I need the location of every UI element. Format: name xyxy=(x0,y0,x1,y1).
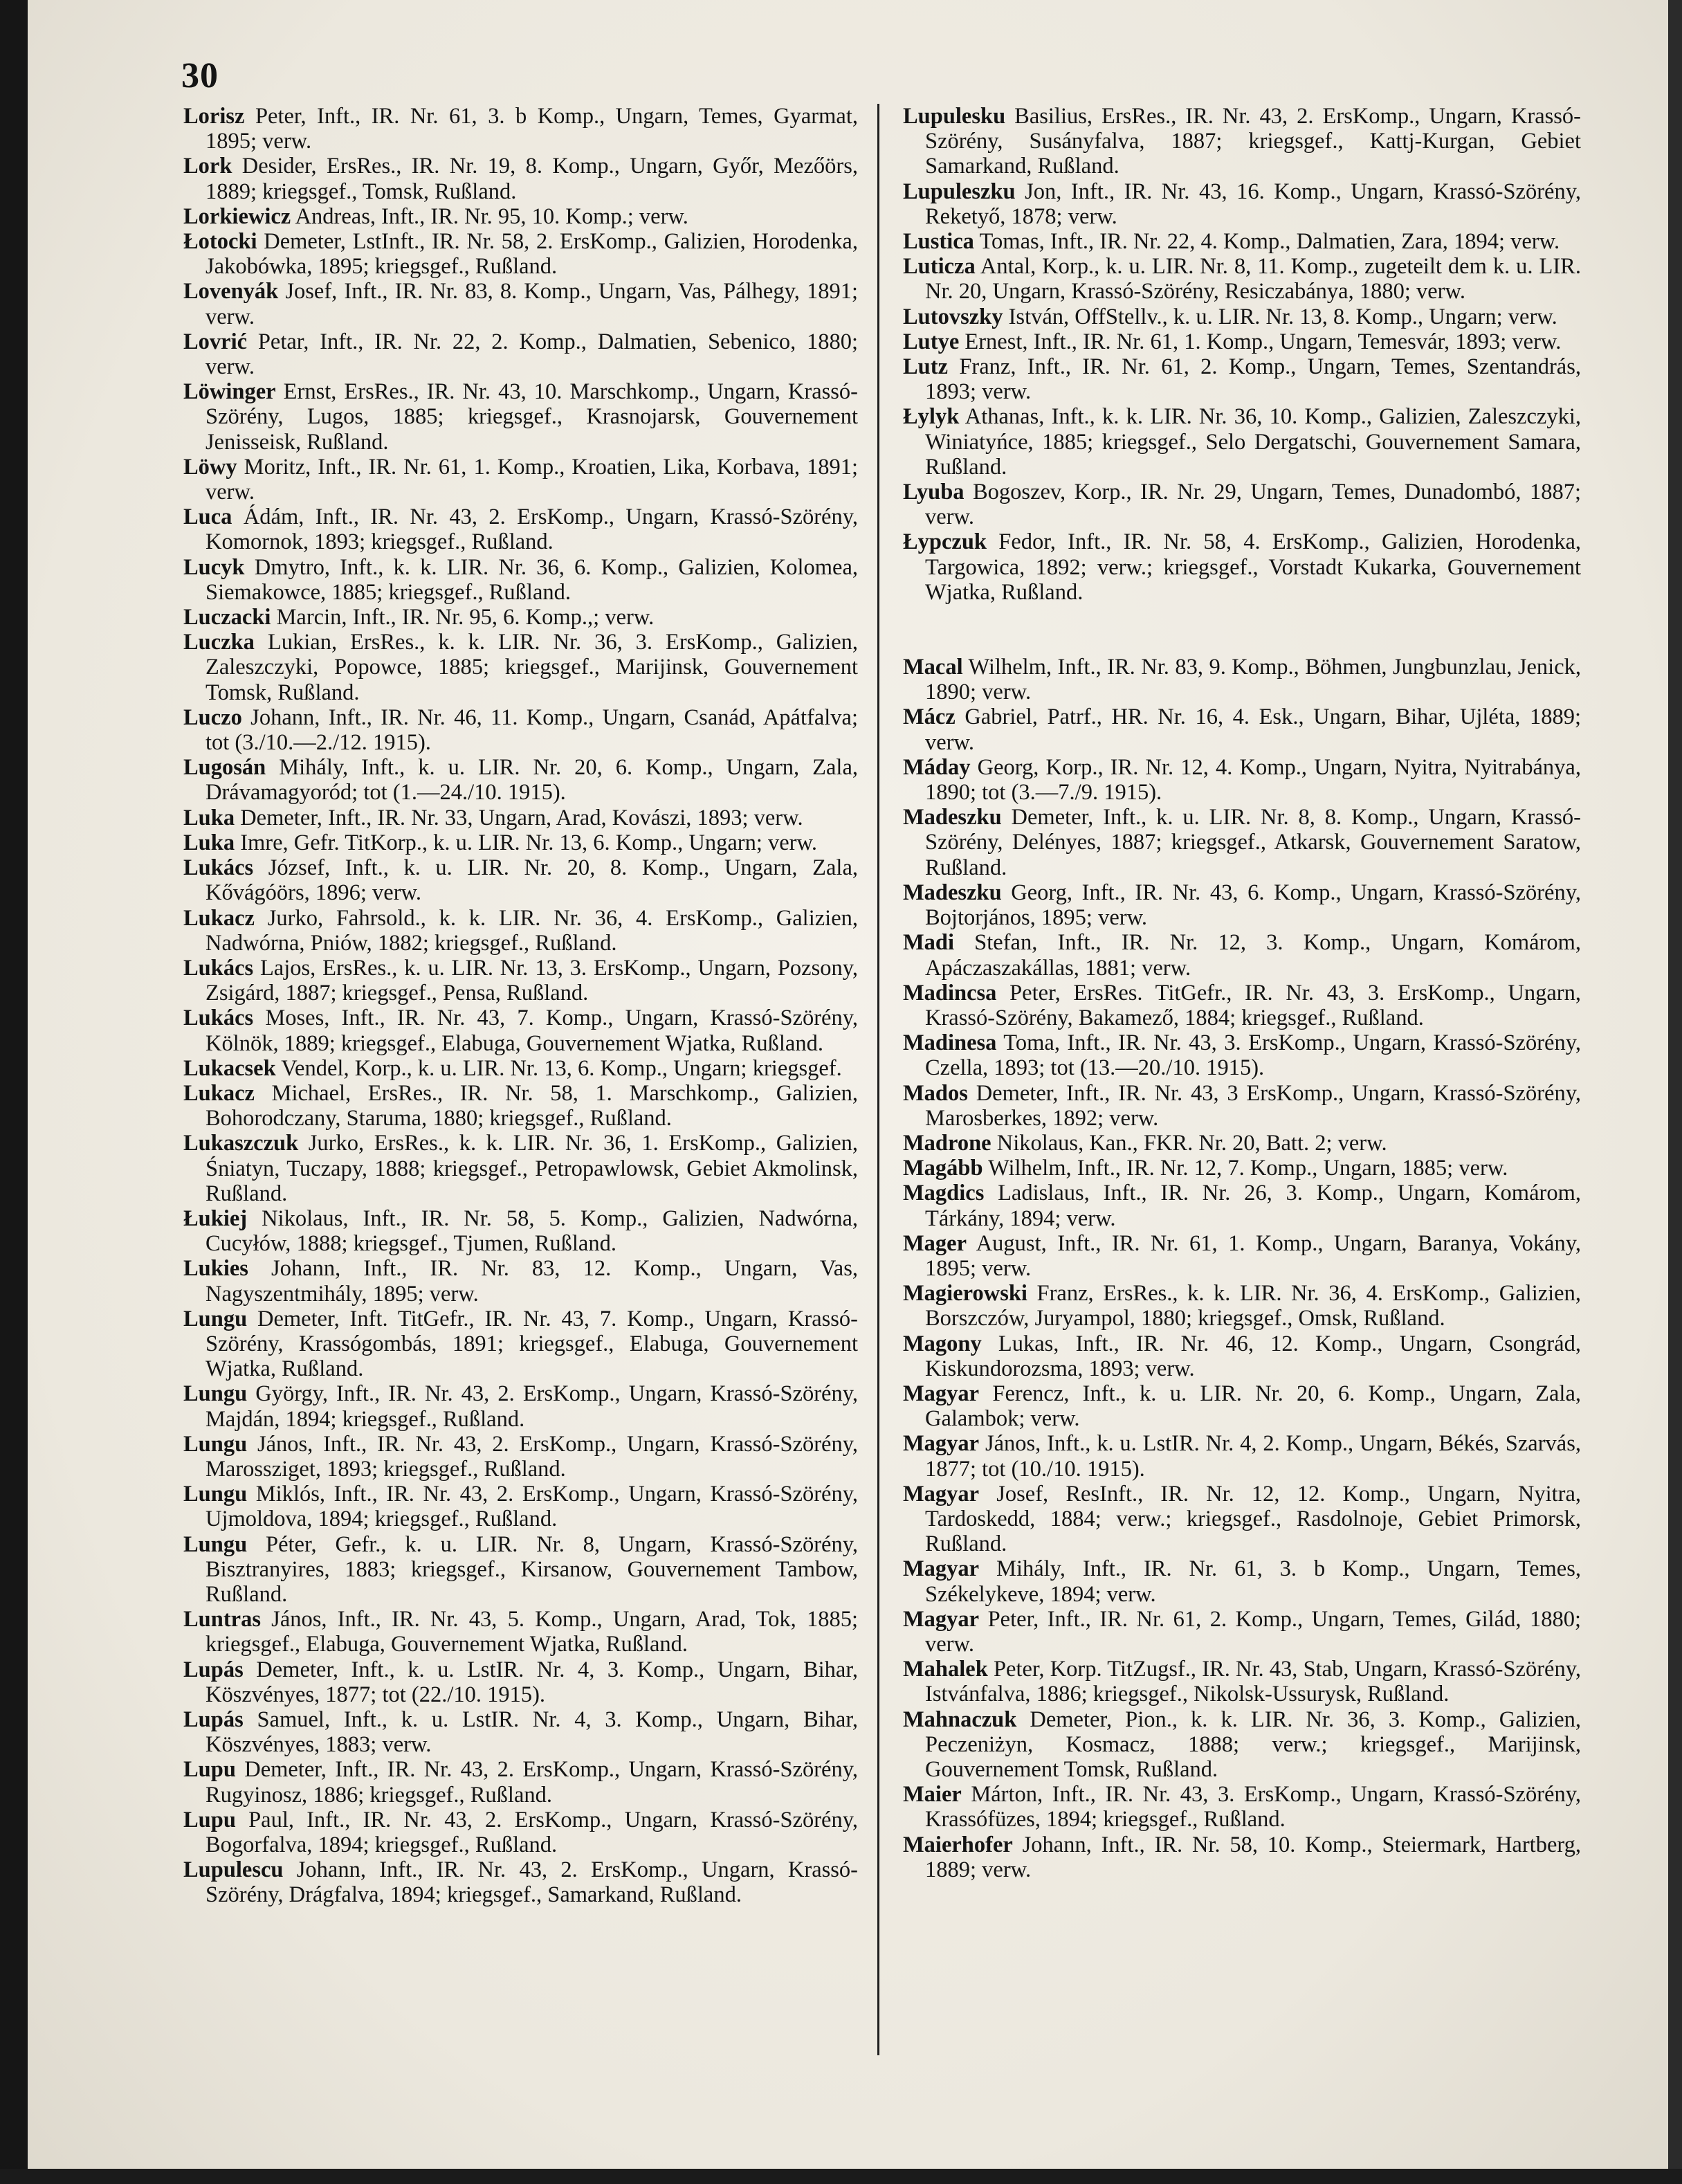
scan-edge-bottom xyxy=(0,2169,1682,2184)
left-column xyxy=(183,104,858,1908)
register-entry xyxy=(183,1607,858,1657)
entry-details: Athanas, Inft., k. k. LIR. Nr. 36, 10. Komp., Galizien, Zaleszczyki, Winiatyńce, 1885; kriegsgef., Selo Dergatschi, Gouvernement Samara, Rußland. xyxy=(925,404,1581,480)
entry-details: Demeter, Inft., IR. Nr. 43, 3 ErsKomp., Ungarn, Krassó-Szörény, Marosberkes, 1892; verw. xyxy=(925,1080,1581,1131)
register-entry xyxy=(903,329,1581,354)
entry-surname: Lork xyxy=(183,154,232,179)
entry-details: Lajos, ErsRes., k. u. LIR. Nr. 13, 3. ErsKomp., Ungarn, Pozsony, Zsigárd, 1887; kriegsgef., Pensa, Rußland. xyxy=(205,955,858,1006)
entry-surname: Lorisz xyxy=(183,104,245,129)
entry-surname: Mahalek xyxy=(903,1657,988,1682)
register-entry xyxy=(903,1832,1581,1882)
entry-surname: Madi xyxy=(903,930,955,956)
register-entry xyxy=(183,104,858,154)
entry-surname: Lukacz xyxy=(183,1080,255,1106)
entry-surname: Maierhofer xyxy=(903,1832,1013,1857)
entry-surname: Łukiej xyxy=(183,1205,248,1231)
register-entry xyxy=(183,1532,858,1608)
register-entry xyxy=(903,981,1581,1030)
entry-details: Andreas, Inft., IR. Nr. 95, 10. Komp.; verw. xyxy=(291,203,688,229)
entry-details: Fedor, Inft., IR. Nr. 58, 4. ErsKomp., Galizien, Horodenka, Targowica, 1892; verw.; kriegsgef., Vorstadt Kukarka, Gouvernement Wjatka, Rußland. xyxy=(925,529,1581,605)
register-entry xyxy=(903,1431,1581,1481)
register-entry xyxy=(183,630,858,705)
entry-surname: Luczka xyxy=(183,630,255,655)
entry-surname: Lukács xyxy=(183,955,254,981)
register-entry xyxy=(183,755,858,805)
entry-details: Peter, ErsRes. TitGefr., IR. Nr. 43, 3. ErsKomp., Ungarn, Krassó-Szörény, Bakamező, 1884; kriegsgef., Rußland. xyxy=(925,980,1581,1030)
entry-surname: Łotocki xyxy=(183,229,257,255)
entry-surname: Madeszku xyxy=(903,805,1002,830)
register-entry xyxy=(903,480,1581,529)
entry-surname: Magdics xyxy=(903,1181,985,1206)
register-entry xyxy=(903,179,1581,229)
entry-details: Ladislaus, Inft., IR. Nr. 26, 3. Komp., Ungarn, Komárom, Tárkány, 1894; verw. xyxy=(925,1181,1581,1231)
register-entry xyxy=(183,956,858,1005)
entry-details: János, Inft., k. u. LstIR. Nr. 4, 2. Komp., Ungarn, Békés, Szarvás, 1877; tot (10./10. 1915). xyxy=(925,1431,1581,1482)
entry-details: Mihály, Inft., k. u. LIR. Nr. 20, 6. Komp., Ungarn, Zala, Drávamagyoród; tot (1.—24./10. 1915). xyxy=(205,755,858,806)
register-entry xyxy=(183,605,858,630)
entry-surname: Magyar xyxy=(903,1381,980,1406)
register-entry xyxy=(903,805,1581,880)
entry-surname: Mácz xyxy=(903,704,956,730)
register-entry xyxy=(183,830,858,855)
entry-details: Dmytro, Inft., k. k. LIR. Nr. 36, 6. Komp., Galizien, Kolomea, Siemakowce, 1885; kriegsgef., Rußland. xyxy=(205,554,858,605)
entry-surname: Magyar xyxy=(903,1606,980,1632)
right-column-m-section xyxy=(903,655,1581,1882)
register-entry xyxy=(183,1707,858,1757)
register-entry xyxy=(903,354,1581,404)
entry-surname: Lucyk xyxy=(183,554,245,580)
entry-details: Márton, Inft., IR. Nr. 43, 3. ErsKomp., Ungarn, Krassó-Szörény, Krassófüzes, 1894; kriegsgef., Rußland. xyxy=(925,1782,1581,1832)
register-entry xyxy=(903,229,1581,254)
register-entry xyxy=(183,1206,858,1256)
register-entry xyxy=(183,229,858,279)
entry-details: Franz, ErsRes., k. k. LIR. Nr. 36, 4. ErsKomp., Galizien, Borszczów, Juryampol, 1880; kriegsgef., Omsk, Rußland. xyxy=(925,1281,1581,1331)
entry-details: Josef, Inft., IR. Nr. 83, 8. Komp., Ungarn, Vas, Pálhegy, 1891; verw. xyxy=(205,279,858,329)
entry-details: Ernest, Inft., IR. Nr. 61, 1. Komp., Ungarn, Temesvár, 1893; verw. xyxy=(959,329,1562,354)
entry-surname: Mager xyxy=(903,1230,967,1256)
entry-surname: Lupás xyxy=(183,1657,244,1682)
entry-surname: Magyar xyxy=(903,1431,980,1457)
entry-surname: Luka xyxy=(183,830,235,855)
entry-details: Mihály, Inft., IR. Nr. 61, 3. b Komp., Ungarn, Temes, Székelykeve, 1894; verw. xyxy=(925,1556,1581,1607)
register-entry xyxy=(903,529,1581,605)
entry-surname: Lupás xyxy=(183,1707,244,1732)
entry-surname: Lukács xyxy=(183,1005,254,1031)
entry-surname: Lutovszky xyxy=(903,304,1003,329)
entry-surname: Madinesa xyxy=(903,1030,997,1056)
entry-details: Moses, Inft., IR. Nr. 43, 7. Komp., Ungarn, Krassó-Szörény, Kölnök, 1889; kriegsgef., Elabuga, Gouvernement Wjatka, Rußland. xyxy=(205,1005,858,1056)
entry-surname: Löwinger xyxy=(183,379,276,405)
entry-surname: Macal xyxy=(903,655,963,680)
register-entry xyxy=(903,655,1581,704)
entry-details: Lukian, ErsRes., k. k. LIR. Nr. 36, 3. ErsKomp., Galizien, Zaleszczyki, Popowce, 1885; kriegsgef., Marijinsk, Gouvernement Tomsk, Rußland. xyxy=(205,630,858,705)
register-entry xyxy=(903,930,1581,980)
register-entry xyxy=(903,1030,1581,1080)
entry-surname: Lutye xyxy=(903,329,960,354)
section-gap xyxy=(903,605,1581,655)
entry-surname: Mados xyxy=(903,1080,968,1106)
page-number: 30 xyxy=(181,56,219,95)
entry-surname: Maier xyxy=(903,1782,962,1808)
register-entry xyxy=(183,1256,858,1306)
entry-surname: Lukacsek xyxy=(183,1055,276,1081)
entry-surname: Madeszku xyxy=(903,880,1002,905)
entry-surname: Lungu xyxy=(183,1482,248,1507)
register-entry xyxy=(183,455,858,504)
entry-surname: Luca xyxy=(183,504,232,530)
entry-details: Peter, Inft., IR. Nr. 61, 3. b Komp., Ungarn, Temes, Gyarmat, 1895; verw. xyxy=(205,104,858,154)
entry-surname: Máday xyxy=(903,754,971,780)
entry-surname: Mahnaczuk xyxy=(903,1707,1017,1732)
entry-details: Demeter, Inft. TitGefr., IR. Nr. 43, 7. Komp., Ungarn, Krassó-Szörény, Krassógombás, 1891; kriegsgef., Elabuga, Gouvernement Wjatka, Rußland. xyxy=(205,1306,858,1382)
register-entry xyxy=(903,704,1581,754)
entry-surname: Lupu xyxy=(183,1807,236,1832)
entry-details: Demeter, Inft., IR. Nr. 33, Ungarn, Arad, Kovászi, 1893; verw. xyxy=(235,805,803,830)
register-entry xyxy=(903,404,1581,480)
entry-surname: Łylyk xyxy=(903,404,960,430)
entry-details: Vendel, Korp., k. u. LIR. Nr. 13, 6. Komp., Ungarn; kriegsgef. xyxy=(275,1055,842,1081)
entry-surname: Magony xyxy=(903,1331,982,1356)
register-entry xyxy=(903,1081,1581,1131)
entry-surname: Lupu xyxy=(183,1757,236,1783)
scan-edge-left xyxy=(0,0,28,2184)
entry-surname: Lovenyák xyxy=(183,279,279,304)
entry-surname: Lupulesku xyxy=(903,104,1006,129)
entry-surname: Lukács xyxy=(183,855,254,881)
entry-details: Ferencz, Inft., k. u. LIR. Nr. 20, 6. Komp., Ungarn, Zala, Galambok; verw. xyxy=(925,1381,1581,1432)
entry-details: Desider, ErsRes., IR. Nr. 19, 8. Komp., Ungarn, Győr, Mezőörs, 1889; kriegsgef., Tomsk, Rußland. xyxy=(205,154,858,204)
entry-details: Péter, Gefr., k. u. LIR. Nr. 8, Ungarn, Krassó-Szörény, Bisztranyires, 1883; kriegsgef., Kirsanow, Gouvernement Tambow, Rußland. xyxy=(205,1531,858,1607)
entry-details: Bogoszev, Korp., IR. Nr. 29, Ungarn, Temes, Dunadombó, 1887; verw. xyxy=(925,480,1581,530)
register-entry xyxy=(183,1757,858,1807)
register-entry xyxy=(183,329,858,379)
entry-surname: Luka xyxy=(183,805,235,830)
entry-surname: Lupulescu xyxy=(183,1857,284,1883)
register-entry xyxy=(183,1131,858,1206)
entry-surname: Lyuba xyxy=(903,480,965,505)
entry-surname: Lorkiewicz xyxy=(183,203,291,229)
entry-surname: Magyar xyxy=(903,1481,980,1507)
entry-details: Jon, Inft., IR. Nr. 43, 16. Komp., Ungarn, Krassó-Szörény, Reketyő, 1878; verw. xyxy=(925,179,1581,229)
register-entry xyxy=(183,1081,858,1131)
entry-details: Demeter, LstInft., IR. Nr. 58, 2. ErsKomp., Galizien, Horodenka, Jakobówka, 1895; kriegsgef., Rußland. xyxy=(205,229,858,280)
register-entry xyxy=(183,855,858,905)
entry-surname: Luczo xyxy=(183,704,242,730)
entry-surname: Luticza xyxy=(903,254,976,280)
register-entry xyxy=(903,1607,1581,1657)
entry-surname: Lungu xyxy=(183,1306,248,1331)
entry-details: August, Inft., IR. Nr. 61, 1. Komp., Ungarn, Baranya, Vokány, 1895; verw. xyxy=(925,1230,1581,1281)
entry-details: Demeter, Inft., k. u. LstIR. Nr. 4, 3. Komp., Ungarn, Bihar, Köszvényes, 1877; tot (22./10. 1915). xyxy=(205,1657,858,1707)
entry-details: Michael, ErsRes., IR. Nr. 58, 1. Marschkomp., Galizien, Bohorodczany, Staruma, 1880; kriegsgef., Rußland. xyxy=(205,1080,858,1131)
entry-surname: Magyar xyxy=(903,1556,980,1582)
entry-details: Georg, Inft., IR. Nr. 43, 6. Komp., Ungarn, Krassó-Szörény, Bojtorjános, 1895; verw. xyxy=(925,880,1581,931)
register-entry xyxy=(183,1381,858,1431)
register-entry xyxy=(183,504,858,554)
register-entry xyxy=(903,1782,1581,1832)
entry-details: Imre, Gefr. TitKorp., k. u. LIR. Nr. 13, 6. Komp., Ungarn; verw. xyxy=(235,830,817,855)
entry-details: Wilhelm, Inft., IR. Nr. 12, 7. Komp., Ungarn, 1885; verw. xyxy=(982,1156,1508,1181)
entry-details: Marcin, Inft., IR. Nr. 95, 6. Komp.,; verw. xyxy=(271,605,655,630)
register-entry xyxy=(903,1231,1581,1281)
entry-surname: Lungu xyxy=(183,1381,248,1407)
entry-surname: Magierowski xyxy=(903,1281,1027,1307)
register-entry xyxy=(183,1005,858,1055)
register-entry xyxy=(183,906,858,956)
register-entry xyxy=(183,204,858,229)
entry-details: Basilius, ErsRes., IR. Nr. 43, 2. ErsKomp., Ungarn, Krassó-Szörény, Susányfalva, 1887; kriegsgef., Kattj-Kurgan, Gebiet Samarkand, Rußland. xyxy=(925,104,1581,179)
entry-surname: Madincsa xyxy=(903,980,997,1005)
register-entry xyxy=(903,304,1581,329)
scan-edge-right xyxy=(1668,0,1682,2184)
register-entry xyxy=(903,1657,1581,1707)
entry-details: Franz, Inft., IR. Nr. 61, 2. Komp., Ungarn, Temes, Szentandrás, 1893; verw. xyxy=(925,354,1581,405)
register-entry xyxy=(903,1331,1581,1381)
register-entry xyxy=(183,1657,858,1707)
entry-surname: Magább xyxy=(903,1156,983,1181)
entry-details: Johann, Inft., IR. Nr. 43, 2. ErsKomp., Ungarn, Krassó-Szörény, Drágfalva, 1894; kriegsgef., Samarkand, Rußland. xyxy=(205,1857,858,1908)
entry-details: Samuel, Inft., k. u. LstIR. Nr. 4, 3. Komp., Ungarn, Bihar, Köszvényes, 1883; verw. xyxy=(205,1707,858,1758)
entry-surname: Lutz xyxy=(903,354,948,380)
entry-details: Josef, ResInft., IR. Nr. 12, 12. Komp., Ungarn, Nyitra, Tardoskedd, 1884; verw.; kriegsgef., Rasdolnoje, Gebiet Primorsk, Rußland. xyxy=(925,1481,1581,1557)
entry-details: Georg, Korp., IR. Nr. 12, 4. Komp., Ungarn, Nyitra, Nyitrabánya, 1890; tot (3.—7./9. 1915). xyxy=(925,754,1581,806)
entry-details: Moritz, Inft., IR. Nr. 61, 1. Komp., Kroatien, Lika, Korbava, 1891; verw. xyxy=(205,454,858,505)
entry-details: János, Inft., IR. Nr. 43, 5. Komp., Ungarn, Arad, Tok, 1885; kriegsgef., Elabuga, Gouvernement Wjatka, Rußland. xyxy=(205,1607,858,1657)
entry-details: Johann, Inft., IR. Nr. 83, 12. Komp., Ungarn, Vas, Nagyszentmihály, 1895; verw. xyxy=(205,1256,858,1307)
entry-surname: Lungu xyxy=(183,1431,248,1457)
register-entry xyxy=(903,104,1581,179)
register-entry xyxy=(903,1281,1581,1331)
register-entry xyxy=(903,254,1581,304)
register-entry xyxy=(903,1181,1581,1230)
entry-details: Stefan, Inft., IR. Nr. 12, 3. Komp., Ungarn, Komárom, Apáczaszakállas, 1881; verw. xyxy=(925,930,1581,981)
entry-surname: Luntras xyxy=(183,1607,261,1632)
entry-details: József, Inft., k. u. LIR. Nr. 20, 8. Komp., Ungarn, Zala, Kővágóörs, 1896; verw. xyxy=(205,855,858,906)
entry-surname: Lukacz xyxy=(183,905,255,931)
register-entry xyxy=(903,1556,1581,1606)
register-entry xyxy=(903,1381,1581,1431)
register-entry xyxy=(183,154,858,203)
right-column xyxy=(903,104,1581,1882)
register-entry xyxy=(903,1156,1581,1181)
entry-details: Paul, Inft., IR. Nr. 43, 2. ErsKomp., Ungarn, Krassó-Szörény, Bogorfalva, 1894; kriegsgef., Rußland. xyxy=(205,1807,858,1858)
register-entry xyxy=(903,755,1581,805)
entry-details: Demeter, Inft., IR. Nr. 43, 2. ErsKomp., Ungarn, Krassó-Szörény, Rugyinosz, 1886; kriegsgef., Rußland. xyxy=(205,1757,858,1808)
register-entry xyxy=(183,379,858,455)
entry-details: György, Inft., IR. Nr. 43, 2. ErsKomp., Ungarn, Krassó-Szörény, Majdán, 1894; kriegsgef., Rußland. xyxy=(205,1381,858,1432)
entry-details: Ádám, Inft., IR. Nr. 43, 2. ErsKomp., Ungarn, Krassó-Szörény, Komornok, 1893; kriegsgef., Rußland. xyxy=(205,504,858,555)
entry-details: Gabriel, Patrf., HR. Nr. 16, 4. Esk., Ungarn, Bihar, Ujléta, 1889; verw. xyxy=(925,704,1581,755)
entry-details: Lukas, Inft., IR. Nr. 46, 12. Komp., Ungarn, Csongrád, Kiskundorozsma, 1893; verw. xyxy=(925,1331,1581,1381)
register-entry xyxy=(183,1432,858,1482)
entry-details: Peter, Inft., IR. Nr. 61, 2. Komp., Ungarn, Temes, Gilád, 1880; verw. xyxy=(925,1606,1581,1657)
entry-details: Johann, Inft., IR. Nr. 58, 10. Komp., Steiermark, Hartberg, 1889; verw. xyxy=(925,1832,1581,1882)
entry-details: Demeter, Pion., k. k. LIR. Nr. 36, 3. Komp., Galizien, Peczeniżyn, Kosmacz, 1888; verw.; kriegsgef., Marijinsk, Gouvernement Tomsk, Rußland. xyxy=(925,1707,1581,1782)
register-entry xyxy=(183,806,858,830)
register-entry xyxy=(183,1808,858,1857)
entry-surname: Łypczuk xyxy=(903,529,987,555)
entry-details: Nikolaus, Kan., FKR. Nr. 20, Batt. 2; verw. xyxy=(991,1130,1387,1156)
entry-surname: Lustica xyxy=(903,229,974,255)
entry-surname: Lungu xyxy=(183,1531,248,1557)
entry-details: István, OffStellv., k. u. LIR. Nr. 13, 8. Komp., Ungarn; verw. xyxy=(1003,304,1557,329)
register-entry xyxy=(183,1307,858,1382)
entry-details: Jurko, ErsRes., k. k. LIR. Nr. 36, 1. ErsKomp., Galizien, Śniatyn, Tuczapy, 1888; kriegsgef., Petropawlowsk, Gebiet Akmolinsk, Rußland. xyxy=(205,1131,858,1206)
register-entry xyxy=(903,1707,1581,1783)
entry-surname: Lukies xyxy=(183,1256,248,1282)
entry-details: Nikolaus, Inft., IR. Nr. 58, 5. Komp., Galizien, Nadwórna, Cucyłów, 1888; kriegsgef., Tjumen, Rußland. xyxy=(205,1205,858,1257)
entry-details: Toma, Inft., IR. Nr. 43, 3. ErsKomp., Ungarn, Krassó-Szörény, Czella, 1893; tot (13.—20./10. 1915). xyxy=(925,1030,1581,1081)
entry-surname: Lugosán xyxy=(183,755,266,781)
entry-details: Peter, Korp. TitZugsf., IR. Nr. 43, Stab, Ungarn, Krassó-Szörény, Istvánfalva, 1886; kriegsgef., Nikolsk-Ussurysk, Rußland. xyxy=(925,1657,1581,1707)
register-entry xyxy=(183,1056,858,1081)
entry-details: János, Inft., IR. Nr. 43, 2. ErsKomp., Ungarn, Krassó-Szörény, Marossziget, 1893; kriegsgef., Rußland. xyxy=(205,1431,858,1482)
register-entry xyxy=(183,1482,858,1531)
right-column-l-section xyxy=(903,104,1581,605)
entry-details: Ernst, ErsRes., IR. Nr. 43, 10. Marschkomp., Ungarn, Krassó-Szörény, Lugos, 1885; kriegsgef., Krasnojarsk, Gouvernement Jenisseisk, Rußland. xyxy=(205,379,858,455)
entry-details: Miklós, Inft., IR. Nr. 43, 2. ErsKomp., Ungarn, Krassó-Szörény, Ujmoldova, 1894; kriegsgef., Rußland. xyxy=(205,1482,858,1532)
entry-details: Johann, Inft., IR. Nr. 46, 11. Komp., Ungarn, Csanád, Apátfalva; tot (3./10.—2./12. 1915). xyxy=(205,704,858,756)
column-divider xyxy=(877,104,879,2055)
register-entry xyxy=(903,880,1581,930)
entry-surname: Lukaszczuk xyxy=(183,1131,299,1156)
entry-details: Wilhelm, Inft., IR. Nr. 83, 9. Komp., Böhmen, Jungbunzlau, Jenick, 1890; verw. xyxy=(925,655,1581,705)
entry-details: Demeter, Inft., k. u. LIR. Nr. 8, 8. Komp., Ungarn, Krassó-Szörény, Delényes, 1887; kriegsgef., Atkarsk, Gouvernement Saratow, Rußland. xyxy=(925,805,1581,880)
register-entry xyxy=(183,555,858,605)
register-entry xyxy=(183,705,858,755)
register-entry xyxy=(903,1131,1581,1156)
entry-surname: Luczacki xyxy=(183,605,271,630)
entry-surname: Madrone xyxy=(903,1130,991,1156)
entry-surname: Lovrić xyxy=(183,329,248,354)
register-entry xyxy=(183,1857,858,1907)
register-entry xyxy=(183,279,858,329)
entry-surname: Löwy xyxy=(183,454,237,480)
entry-details: Antal, Korp., k. u. LIR. Nr. 8, 11. Komp., zugeteilt dem k. u. LIR. Nr. 20, Ungarn, Krassó-Szörény, Resiczabánya, 1880; verw. xyxy=(925,254,1581,304)
entry-details: Petar, Inft., IR. Nr. 22, 2. Komp., Dalmatien, Sebenico, 1880; verw. xyxy=(205,329,858,380)
register-entry xyxy=(903,1482,1581,1557)
entry-details: Jurko, Fahrsold., k. k. LIR. Nr. 36, 4. ErsKomp., Galizien, Nadwórna, Pniów, 1882; kriegsgef., Rußland. xyxy=(205,905,858,956)
entry-details: Tomas, Inft., IR. Nr. 22, 4. Komp., Dalmatien, Zara, 1894; verw. xyxy=(973,229,1560,255)
entry-surname: Lupuleszku xyxy=(903,179,1016,204)
